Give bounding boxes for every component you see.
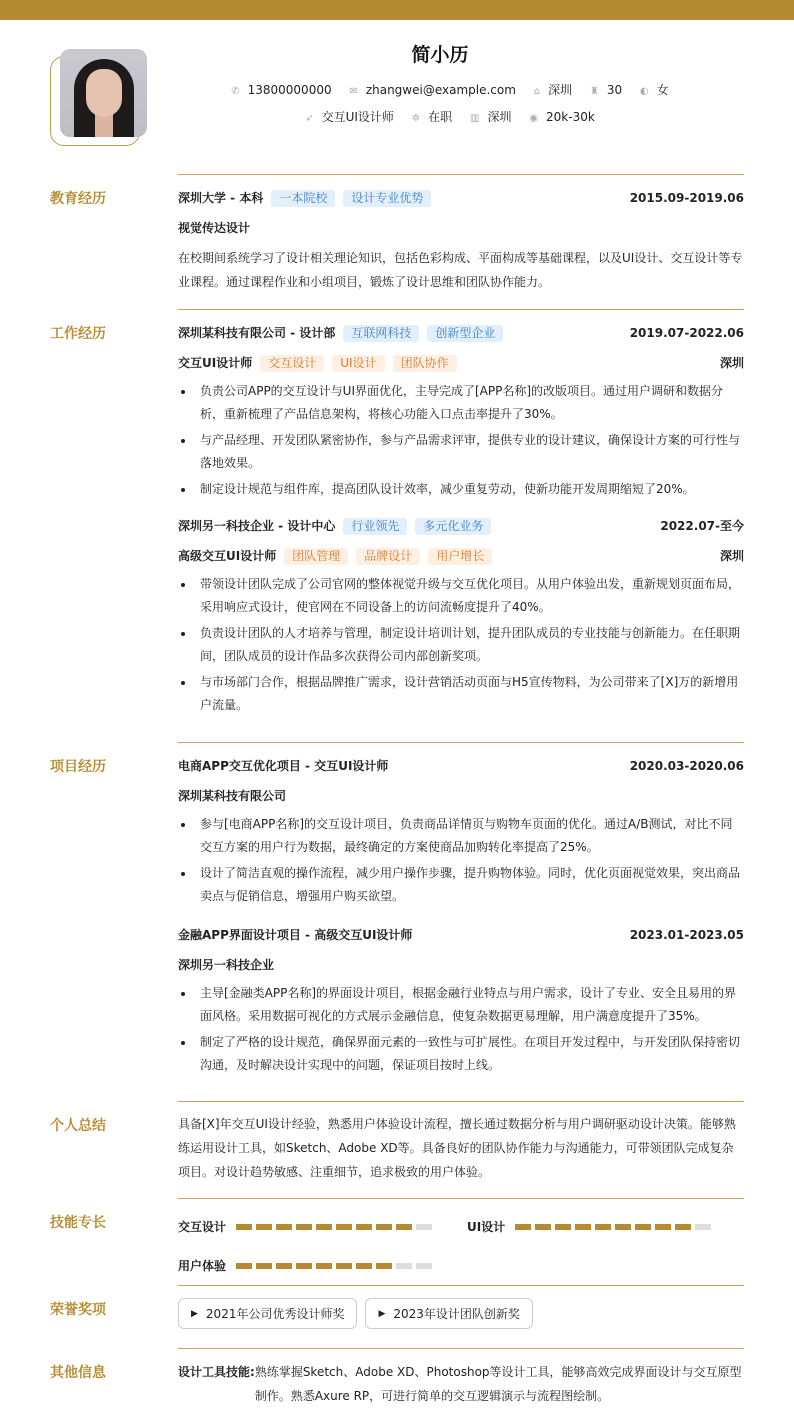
bullet-list — [178, 982, 744, 1077]
skill-segment — [595, 1224, 611, 1230]
skill-segment — [336, 1224, 352, 1230]
projects-block — [178, 751, 744, 1080]
major-row — [178, 213, 744, 243]
skill-segment — [296, 1263, 312, 1269]
skill-segment — [376, 1224, 392, 1230]
skill-item — [178, 1254, 467, 1278]
company: 深圳某科技有限公司 - 设计部 — [178, 326, 336, 340]
project-company: 深圳某科技有限公司 — [178, 789, 287, 803]
gender-icon: ◐ — [640, 86, 649, 97]
top-accent-bar — [0, 0, 794, 20]
work-date: 2022.07-至今 — [660, 519, 744, 533]
education-desc: 在校期间系统学习了设计相关理论知识，包括色彩构成、平面构成等基础课程，以及UI设计、交互设计等专业课程。通过课程作业和小组项目，锻炼了设计思维和团队协作能力。 — [178, 251, 743, 289]
role: 高级交互UI设计师 — [178, 549, 277, 563]
section-divider — [178, 1101, 744, 1102]
section-divider — [178, 742, 744, 743]
work-header — [178, 511, 744, 541]
project-header — [178, 920, 744, 950]
tag: UI设计 — [332, 355, 384, 372]
email: zhangwei@example.com — [365, 83, 516, 97]
skill-segment — [256, 1263, 272, 1269]
status-icon: ✲ — [411, 113, 421, 124]
work-item — [178, 318, 744, 501]
work-location: 深圳 — [719, 549, 744, 563]
role-row — [178, 541, 744, 571]
section-title-projects: 项目经历 — [50, 759, 106, 775]
phone: 13800000000 — [247, 83, 332, 97]
skill-segment — [396, 1263, 412, 1269]
skill-segment — [256, 1224, 272, 1230]
education-date: 2015.09-2019.06 — [629, 191, 744, 205]
contact-row — [0, 81, 794, 98]
award-item — [178, 1298, 357, 1329]
triangle-icon: ▶ — [191, 1308, 198, 1319]
role: 交互UI设计师 — [178, 356, 253, 370]
position: 交互UI设计师 — [321, 110, 394, 124]
skill-segment — [635, 1224, 651, 1230]
skill-item — [467, 1215, 744, 1239]
other-label: 设计工具技能: — [178, 1365, 255, 1379]
bullet-item: 制定设计规范与组件库，提高团队设计效率，减少重复劳动，使新功能开发周期缩短了20%。 — [178, 478, 744, 501]
project-title: 金融APP界面设计项目 - 高级交互UI设计师 — [178, 928, 413, 942]
home-icon: ⌂ — [533, 86, 541, 97]
major: 视觉传达设计 — [178, 221, 251, 235]
skill-segment — [695, 1224, 711, 1230]
skill-segment — [535, 1224, 551, 1230]
bullet-item: 负责设计团队的人才培养与管理，制定设计培训计划，提升团队成员的专业技能与创新能力。在任职期间，团队成员的设计作品多次获得公司内部创新奖项。 — [178, 622, 744, 668]
project-company: 深圳另一科技企业 — [178, 958, 275, 972]
project-title: 电商APP交互优化项目 - 交互UI设计师 — [178, 759, 389, 773]
section-title-awards: 荣誉奖项 — [50, 1302, 106, 1318]
building-icon: ▥ — [469, 113, 480, 124]
skill-segment — [655, 1224, 671, 1230]
other-value: 熟练掌握Sketch、Adobe XD、Photoshop等设计工具，能够高效完成界面设计与交互原型制作。熟悉Axure RP，可进行简单的交互逻辑演示与流程图绘制。 — [254, 1365, 742, 1403]
education-block — [178, 183, 744, 294]
tag: 品牌设计 — [356, 548, 420, 565]
skill-name: 用户体验 — [178, 1259, 227, 1273]
skill-segment — [356, 1224, 372, 1230]
salary: 20k-30k — [546, 110, 595, 124]
school: 深圳大学 - 本科 — [178, 191, 264, 205]
tag: 创新型企业 — [427, 325, 503, 342]
bullet-item: 负责公司APP的交互设计与UI界面优化，主导完成了[APP名称]的改版项目。通过用户调研和数据分析，重新梳理了产品信息架构，将核心功能入口点击率提升了30%。 — [178, 380, 744, 426]
work-location: 深圳 — [719, 356, 744, 370]
candidate-name: 简小历 — [411, 44, 469, 66]
education-header — [178, 183, 744, 213]
status: 在职 — [428, 110, 453, 124]
section-divider — [178, 1198, 744, 1199]
skill-segment — [356, 1263, 372, 1269]
cake-icon: ♜ — [589, 86, 599, 97]
section-title-skills: 技能专长 — [50, 1215, 106, 1231]
section-divider — [178, 174, 744, 175]
bullet-item: 与市场部门合作，根据品牌推广需求，设计营销活动页面与H5宣传物料，为公司带来了[X]万的新增用户流量。 — [178, 671, 744, 717]
work-date: 2019.07-2022.06 — [629, 326, 744, 340]
skill-segment — [276, 1263, 292, 1269]
job-intent-row — [0, 108, 794, 125]
city: 深圳 — [548, 83, 573, 97]
gender: 女 — [656, 83, 669, 97]
tag: 用户增长 — [428, 548, 492, 565]
award-item — [365, 1298, 532, 1329]
award-name: 2023年设计团队创新奖 — [393, 1306, 520, 1321]
skill-segment — [515, 1224, 531, 1230]
tag: 互联网科技 — [343, 325, 419, 342]
section-title-other: 其他信息 — [50, 1365, 106, 1381]
project-header — [178, 751, 744, 781]
section-divider — [178, 1348, 744, 1349]
project-company-row — [178, 781, 744, 811]
company: 深圳另一科技企业 - 设计中心 — [178, 519, 336, 533]
triangle-icon: ▶ — [378, 1308, 386, 1319]
award-name: 2021年公司优秀设计师奖 — [205, 1306, 345, 1321]
skill-segment — [575, 1224, 591, 1230]
summary-text: 具备[X]年交互UI设计经验，熟悉用户体验设计流程，擅长通过数据分析与用户调研驱动设计决策。能够熟练运用设计工具，如Sketch、Adobe XD等。具备良好的团队协作能力与沟通能力，可带领团队完成复杂项目。对设计趋势敏感、注重细节，追求极致的用户体验。 — [178, 1117, 736, 1179]
section-title-summary: 个人总结 — [50, 1118, 106, 1134]
skill-segment — [555, 1224, 571, 1230]
skill-segment — [675, 1224, 691, 1230]
bullet-item: 参与[电商APP名称]的交互设计项目，负责商品详情页与购物车页面的优化。通过A/B测试，对比不同交互方案的用户行为数据，最终确定的方案使商品加购转化率提高了25%。 — [178, 813, 744, 859]
work-block — [178, 318, 744, 720]
project-date: 2020.03-2020.06 — [629, 759, 744, 773]
mail-icon: ✉ — [349, 86, 358, 97]
other-info — [178, 1360, 744, 1408]
skill-level-bar — [236, 1224, 436, 1230]
project-item — [178, 751, 744, 908]
skills-grid — [178, 1215, 744, 1278]
skill-segment — [615, 1224, 631, 1230]
skill-segment — [296, 1224, 312, 1230]
work-header — [178, 318, 744, 348]
skill-segment — [316, 1263, 332, 1269]
bullet-item: 与产品经理、开发团队紧密协作，参与产品需求评审，提供专业的设计建议，确保设计方案的可行性与落地效果。 — [178, 429, 744, 475]
tag: 团队管理 — [284, 548, 348, 565]
section-divider — [178, 309, 744, 310]
project-date: 2023.01-2023.05 — [629, 928, 744, 942]
skill-segment — [376, 1263, 392, 1269]
section-title-education: 教育经历 — [50, 191, 106, 207]
tag: 一本院校 — [271, 190, 335, 207]
skill-segment — [396, 1224, 412, 1230]
skill-name: 交互设计 — [178, 1220, 227, 1234]
age: 30 — [606, 83, 623, 97]
tag: 团队协作 — [393, 355, 457, 372]
tag: 行业领先 — [343, 518, 407, 535]
skill-name: UI设计 — [467, 1220, 506, 1234]
skill-segment — [416, 1263, 432, 1269]
bullet-item: 带领设计团队完成了公司官网的整体视觉升级与交互优化项目。从用户体验出发，重新规划页面布局，采用响应式设计，使官网在不同设备上的访问流畅度提升了40%。 — [178, 573, 744, 619]
section-divider — [178, 1285, 744, 1286]
role-row — [178, 348, 744, 378]
skill-segment — [336, 1263, 352, 1269]
skill-item — [178, 1215, 467, 1239]
awards-list — [178, 1298, 744, 1329]
phone-icon: ✆ — [231, 86, 240, 97]
skill-segment — [276, 1224, 292, 1230]
skill-segment — [316, 1224, 332, 1230]
section-title-work: 工作经历 — [50, 326, 106, 342]
tag: 设计专业优势 — [343, 190, 431, 207]
project-item — [178, 920, 744, 1077]
bullet-item: 设计了简洁直观的操作流程，减少用户操作步骤，提升购物体验。同时，优化页面视觉效果，突出商品卖点与促销信息，增强用户购买欲望。 — [178, 862, 744, 908]
salary-icon: ◉ — [529, 113, 539, 124]
skill-level-bar — [236, 1263, 436, 1269]
bullet-list — [178, 573, 744, 717]
bullet-item: 制定了严格的设计规范，确保界面元素的一致性与可扩展性。在项目开发过程中，与开发团队保持密切沟通，及时解决设计实现中的问题，保证项目按时上线。 — [178, 1031, 744, 1077]
tag: 交互设计 — [260, 355, 324, 372]
bullet-list — [178, 813, 744, 908]
skill-segment — [236, 1263, 252, 1269]
send-icon: ➶ — [305, 113, 314, 124]
project-company-row — [178, 950, 744, 980]
work-item — [178, 511, 744, 717]
skill-level-bar — [515, 1224, 715, 1230]
tag: 多元化业务 — [415, 518, 491, 535]
bullet-list — [178, 380, 744, 501]
skill-segment — [236, 1224, 252, 1230]
skill-segment — [416, 1224, 432, 1230]
target-city: 深圳 — [487, 110, 512, 124]
bullet-item: 主导[金融类APP名称]的界面设计项目，根据金融行业特点与用户需求，设计了专业、安全且易用的界面风格。采用数据可视化的方式展示金融信息，使复杂数据更易理解，用户满意度提升了35%。 — [178, 982, 744, 1028]
